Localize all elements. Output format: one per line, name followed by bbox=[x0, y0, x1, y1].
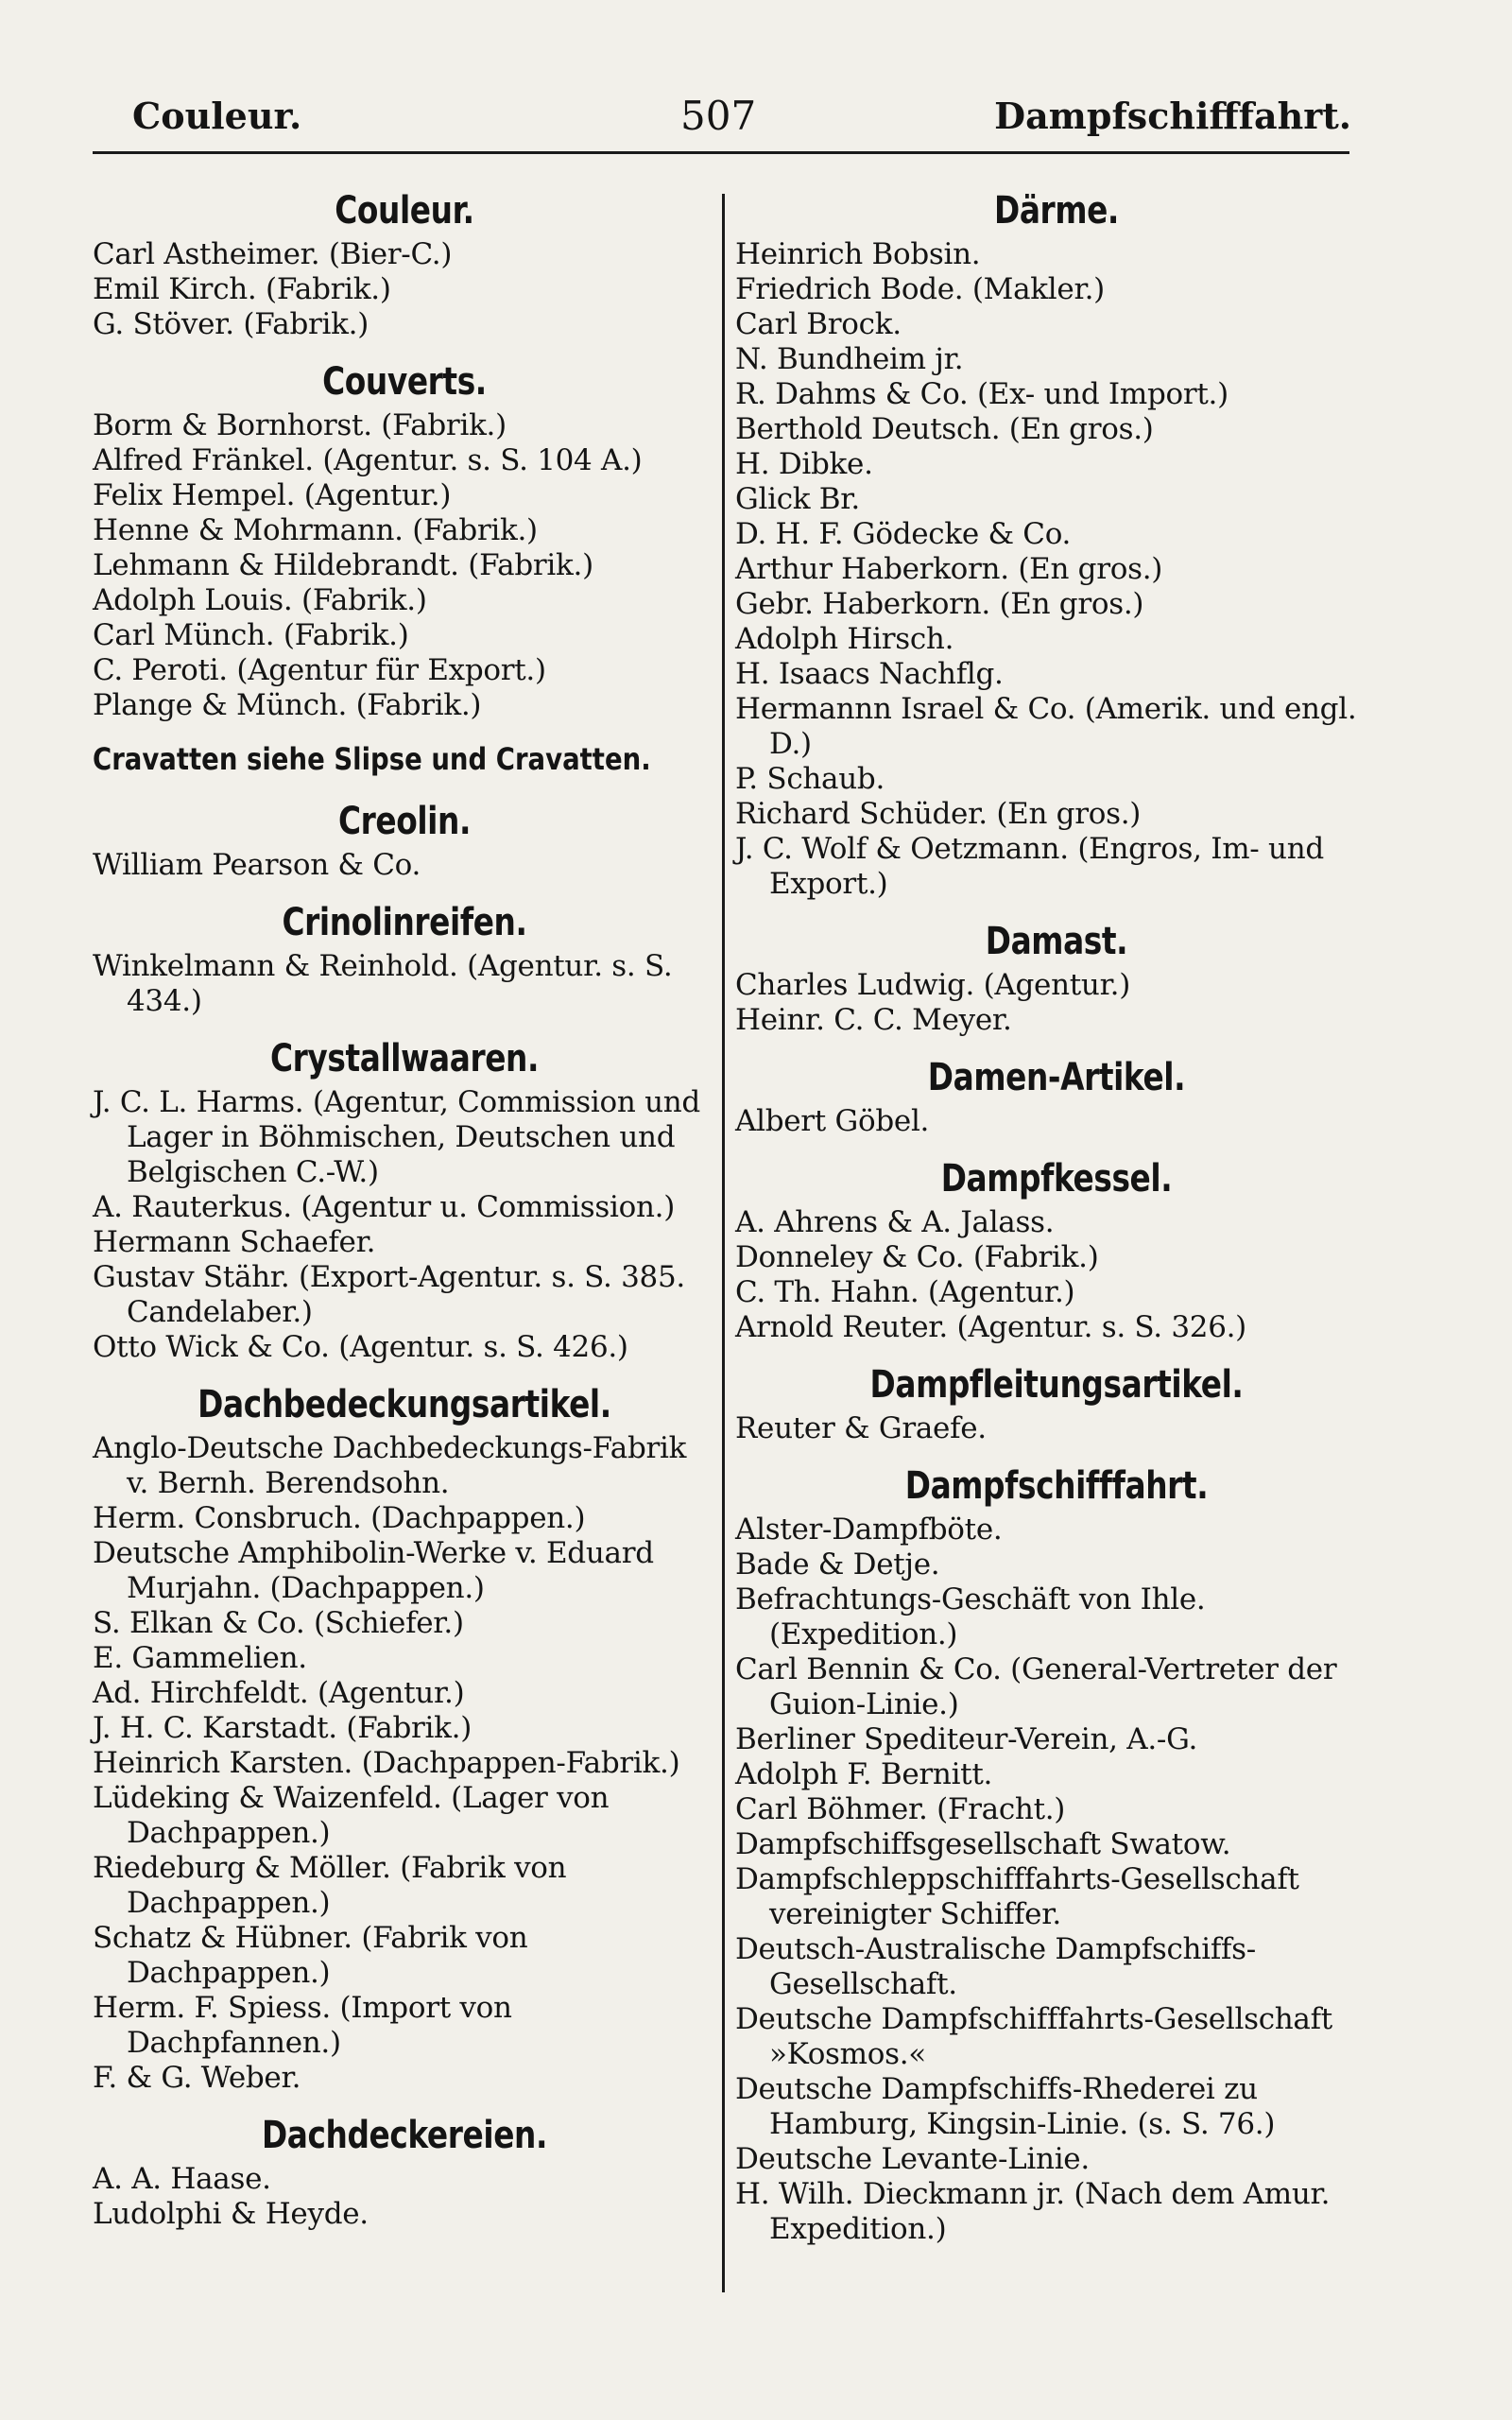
directory-entry: Gebr. Haberkorn. (En gros.) bbox=[735, 587, 1144, 621]
directory-entry: Plange & Münch. (Fabrik.) bbox=[93, 688, 482, 722]
directory-entry: Ludolphi & Heyde. bbox=[93, 2197, 369, 2231]
directory-entry: Carl Brock. bbox=[735, 307, 902, 341]
directory-entry: Carl Astheimer. (Bier-C.) bbox=[93, 237, 453, 271]
header-rule bbox=[93, 151, 1349, 154]
running-head-right: Dampfschifffahrt. bbox=[994, 95, 1351, 137]
directory-entry: D. H. F. Gödecke & Co. bbox=[735, 517, 1072, 551]
directory-entry: Deutsche Dampfschiffs-Rhederei zu Hamburg, Kingsin-Linie. (s. S. 76.) bbox=[735, 2072, 1276, 2141]
directory-entry: Lüdeking & Waizenfeld. (Lager von Dachpappen.) bbox=[93, 1781, 610, 1850]
directory-entry: J. H. C. Karstadt. (Fabrik.) bbox=[93, 1711, 472, 1745]
section-dampfleitungsartikel bbox=[735, 1358, 1378, 1446]
section-heading: Crystallwaaren. bbox=[269, 1037, 540, 1080]
section-därme bbox=[735, 184, 1378, 902]
section-crystallwaaren bbox=[93, 1032, 716, 1365]
directory-entry: Berliner Spediteur-Verein, A.-G. bbox=[735, 1722, 1198, 1756]
running-head-left: Couleur. bbox=[132, 95, 302, 137]
directory-entry: Deutsch-Australische Dampfschiffs-Gesellschaft. bbox=[735, 1932, 1256, 2001]
directory-entry: Heinrich Karsten. (Dachpappen-Fabrik.) bbox=[93, 1746, 680, 1780]
section-heading: Crinolinreifen. bbox=[282, 901, 527, 944]
directory-entry: A. Rauterkus. (Agentur u. Commission.) bbox=[93, 1190, 675, 1224]
directory-entry: Emil Kirch. (Fabrik.) bbox=[93, 272, 391, 306]
directory-entry: S. Elkan & Co. (Schiefer.) bbox=[93, 1606, 464, 1640]
running-head bbox=[94, 87, 1351, 146]
section-heading: Couleur. bbox=[335, 189, 474, 233]
section-heading: Dachbedeckungsartikel. bbox=[198, 1383, 611, 1426]
section-dampfkessel bbox=[735, 1152, 1378, 1345]
directory-entry: G. Stöver. (Fabrik.) bbox=[93, 307, 369, 341]
directory-entry: Winkelmann & Reinhold. (Agentur. s. S. 434.) bbox=[93, 949, 673, 1018]
directory-entry: A. A. Haase. bbox=[93, 2162, 271, 2196]
directory-entry: Deutsche Levante-Linie. bbox=[735, 2142, 1090, 2176]
section-couleur bbox=[93, 184, 716, 342]
directory-entry: P. Schaub. bbox=[735, 762, 885, 796]
directory-entry: Charles Ludwig. (Agentur.) bbox=[735, 968, 1131, 1002]
directory-entry: Arthur Haberkorn. (En gros.) bbox=[735, 552, 1163, 586]
cross-reference bbox=[93, 736, 716, 782]
directory-entry: E. Gammelien. bbox=[93, 1641, 307, 1675]
section-dachdeckereien bbox=[93, 2109, 716, 2232]
directory-entry: F. & G. Weber. bbox=[93, 2061, 301, 2095]
page-number: 507 bbox=[680, 93, 757, 139]
directory-entry: H. Isaacs Nachflg. bbox=[735, 657, 1004, 691]
directory-entry: Borm & Bornhorst. (Fabrik.) bbox=[93, 408, 507, 442]
directory-entry: Riedeburg & Möller. (Fabrik von Dachpappen.) bbox=[93, 1851, 567, 1920]
section-damast bbox=[735, 915, 1378, 1038]
section-crinolinreifen bbox=[93, 896, 716, 1019]
directory-entry: Befrachtungs-Geschäft von Ihle. (Expedition.) bbox=[735, 1582, 1206, 1651]
directory-entry: Otto Wick & Co. (Agentur. s. S. 426.) bbox=[93, 1330, 628, 1364]
directory-entry: Richard Schüder. (En gros.) bbox=[735, 797, 1142, 831]
directory-entry: Deutsche Dampfschifffahrts-Gesellschaft »Kosmos.« bbox=[735, 2002, 1332, 2071]
directory-entry: A. Ahrens & A. Jalass. bbox=[735, 1205, 1055, 1239]
directory-entry: Donneley & Co. (Fabrik.) bbox=[735, 1240, 1099, 1274]
section-heading: Dachdeckereien. bbox=[261, 2114, 548, 2157]
directory-entry: Adolph Hirsch. bbox=[735, 622, 954, 656]
section-heading: Couverts. bbox=[322, 360, 487, 404]
directory-entry: Adolph F. Bernitt. bbox=[735, 1757, 993, 1791]
section-heading: Därme. bbox=[994, 189, 1119, 233]
directory-entry: Schatz & Hübner. (Fabrik von Dachpappen.) bbox=[93, 1921, 528, 1990]
directory-entry: Anglo-Deutsche Dachbedeckungs-Fabrik v. Bernh. Berendsohn. bbox=[93, 1431, 687, 1500]
section-heading: Creolin. bbox=[337, 800, 472, 843]
right-column bbox=[735, 184, 1378, 2247]
directory-entry: Bade & Detje. bbox=[735, 1547, 940, 1582]
section-heading: Damen-Artikel. bbox=[927, 1056, 1186, 1099]
directory-entry: Lehmann & Hildebrandt. (Fabrik.) bbox=[93, 548, 593, 582]
directory-entry: Arnold Reuter. (Agentur. s. S. 326.) bbox=[735, 1310, 1246, 1344]
directory-entry: Carl Münch. (Fabrik.) bbox=[93, 618, 409, 652]
section-creolin bbox=[93, 795, 716, 883]
directory-entry: C. Th. Hahn. (Agentur.) bbox=[735, 1275, 1075, 1309]
directory-entry: Dampfschiffsgesellschaft Swatow. bbox=[735, 1827, 1231, 1861]
directory-entry: Dampfschleppschifffahrts-Gesellschaft vereinigter Schiffer. bbox=[735, 1862, 1299, 1931]
directory-entry: Friedrich Bode. (Makler.) bbox=[735, 272, 1105, 306]
directory-entry: N. Bundheim jr. bbox=[735, 342, 964, 376]
directory-entry: Deutsche Amphibolin-Werke v. Eduard Murjahn. (Dachpappen.) bbox=[93, 1536, 654, 1605]
left-column bbox=[93, 184, 716, 2232]
directory-entry: Carl Böhmer. (Fracht.) bbox=[735, 1792, 1066, 1826]
cross-reference-text: Cravatten siehe Slipse und Cravatten. bbox=[93, 741, 651, 777]
directory-entry: Ad. Hirchfeldt. (Agentur.) bbox=[93, 1676, 465, 1710]
directory-entry: H. Wilh. Dieckmann jr. (Nach dem Amur. Expedition.) bbox=[735, 2177, 1331, 2246]
section-heading: Dampfleitungsartikel. bbox=[869, 1363, 1244, 1407]
directory-entry: Adolph Louis. (Fabrik.) bbox=[93, 583, 427, 617]
directory-entry: J. C. L. Harms. (Agentur, Commission und Lager in Böhmischen, Deutschen und Belgischen C.-W.) bbox=[93, 1085, 700, 1189]
column-divider bbox=[722, 194, 725, 2292]
directory-entry: Heinr. C. C. Meyer. bbox=[735, 1003, 1012, 1037]
section-heading: Damast. bbox=[985, 920, 1128, 963]
directory-entry: Herm. F. Spiess. (Import von Dachpfannen.) bbox=[93, 1991, 512, 2060]
directory-entry: Berthold Deutsch. (En gros.) bbox=[735, 412, 1154, 446]
directory-entry: C. Peroti. (Agentur für Export.) bbox=[93, 653, 546, 687]
section-dampfschifffahrt bbox=[735, 1460, 1378, 2247]
directory-entry: Albert Göbel. bbox=[735, 1104, 930, 1138]
directory-entry: H. Dibke. bbox=[735, 447, 873, 481]
directory-entry: R. Dahms & Co. (Ex- und Import.) bbox=[735, 377, 1228, 411]
directory-entry: Carl Bennin & Co. (General-Vertreter der Guion-Linie.) bbox=[735, 1652, 1337, 1721]
directory-entry: Henne & Mohrmann. (Fabrik.) bbox=[93, 513, 538, 547]
section-heading: Dampfschifffahrt. bbox=[904, 1464, 1209, 1508]
directory-entry: Alster-Dampfböte. bbox=[735, 1512, 1003, 1547]
section-damen-artikel bbox=[735, 1051, 1378, 1139]
directory-entry: Hermann Schaefer. bbox=[93, 1225, 376, 1259]
directory-entry: William Pearson & Co. bbox=[93, 848, 421, 882]
directory-entry: Hermannn Israel & Co. (Amerik. und engl. D.) bbox=[735, 692, 1357, 761]
directory-entry: Herm. Consbruch. (Dachpappen.) bbox=[93, 1501, 586, 1535]
directory-entry: Heinrich Bobsin. bbox=[735, 237, 981, 271]
directory-entry: Felix Hempel. (Agentur.) bbox=[93, 478, 452, 512]
directory-entry: Gustav Stähr. (Export-Agentur. s. S. 385. Candelaber.) bbox=[93, 1260, 685, 1329]
directory-entry: Glick Br. bbox=[735, 482, 860, 516]
section-heading: Dampfkessel. bbox=[940, 1157, 1173, 1201]
section-couverts bbox=[93, 355, 716, 723]
section-dachbedeckungsartikel bbox=[93, 1378, 716, 2096]
directory-entry: Reuter & Graefe. bbox=[735, 1411, 987, 1445]
directory-entry: Alfred Fränkel. (Agentur. s. S. 104 A.) bbox=[93, 443, 643, 477]
directory-entry: J. C. Wolf & Oetzmann. (Engros, Im- und Export.) bbox=[735, 832, 1324, 901]
